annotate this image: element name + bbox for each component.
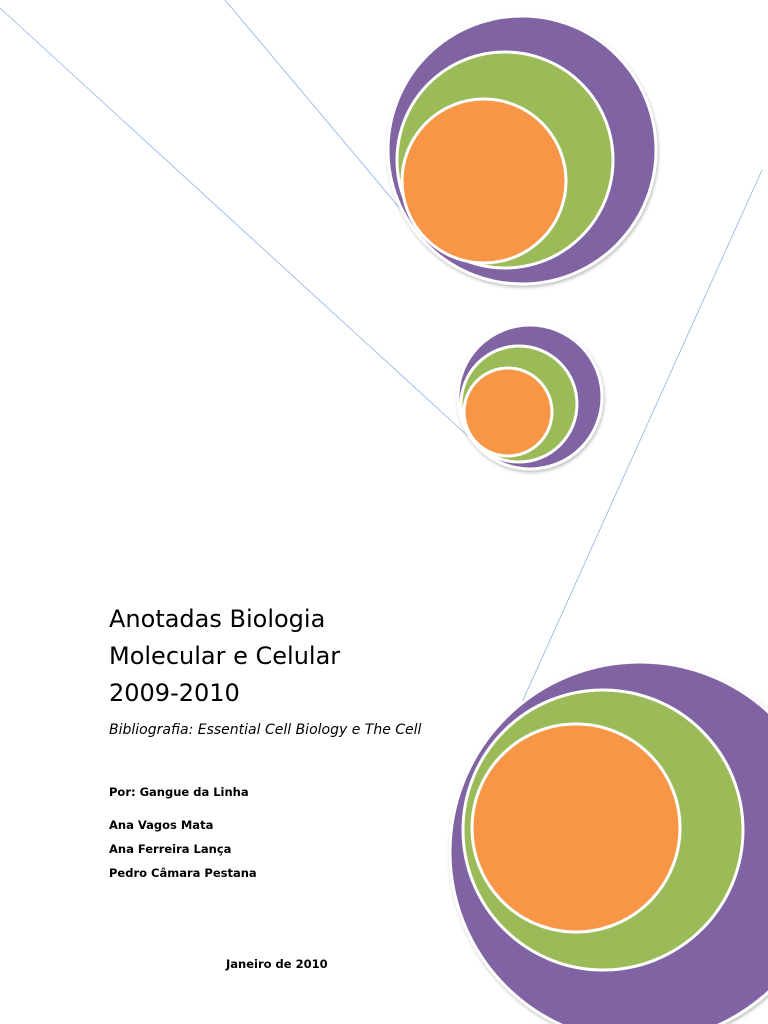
author-name: Ana Ferreira Lança [109, 842, 232, 856]
author-name: Ana Vagos Mata [109, 818, 214, 832]
title-line: Molecular e Celular [109, 642, 341, 670]
document-subtitle: Bibliografia: Essential Cell Biology e The Cell [109, 722, 422, 738]
by-line: Por: Gangue da Linha [109, 785, 249, 799]
diagonal-line [225, 0, 408, 218]
diagonal-line [0, 8, 470, 438]
orange-circle [402, 99, 566, 263]
circle-group-middle [458, 325, 602, 469]
orange-circle [472, 724, 680, 932]
title-line: 2009-2010 [109, 679, 240, 707]
author-name: Pedro Câmara Pestana [109, 866, 257, 880]
orange-circle [464, 368, 552, 456]
circle-group-top [388, 16, 656, 284]
circle-group-bottom [450, 662, 768, 1024]
document-title [109, 601, 489, 712]
title-line: Anotadas Biologia [109, 605, 326, 633]
document-date: Janeiro de 2010 [226, 957, 328, 971]
